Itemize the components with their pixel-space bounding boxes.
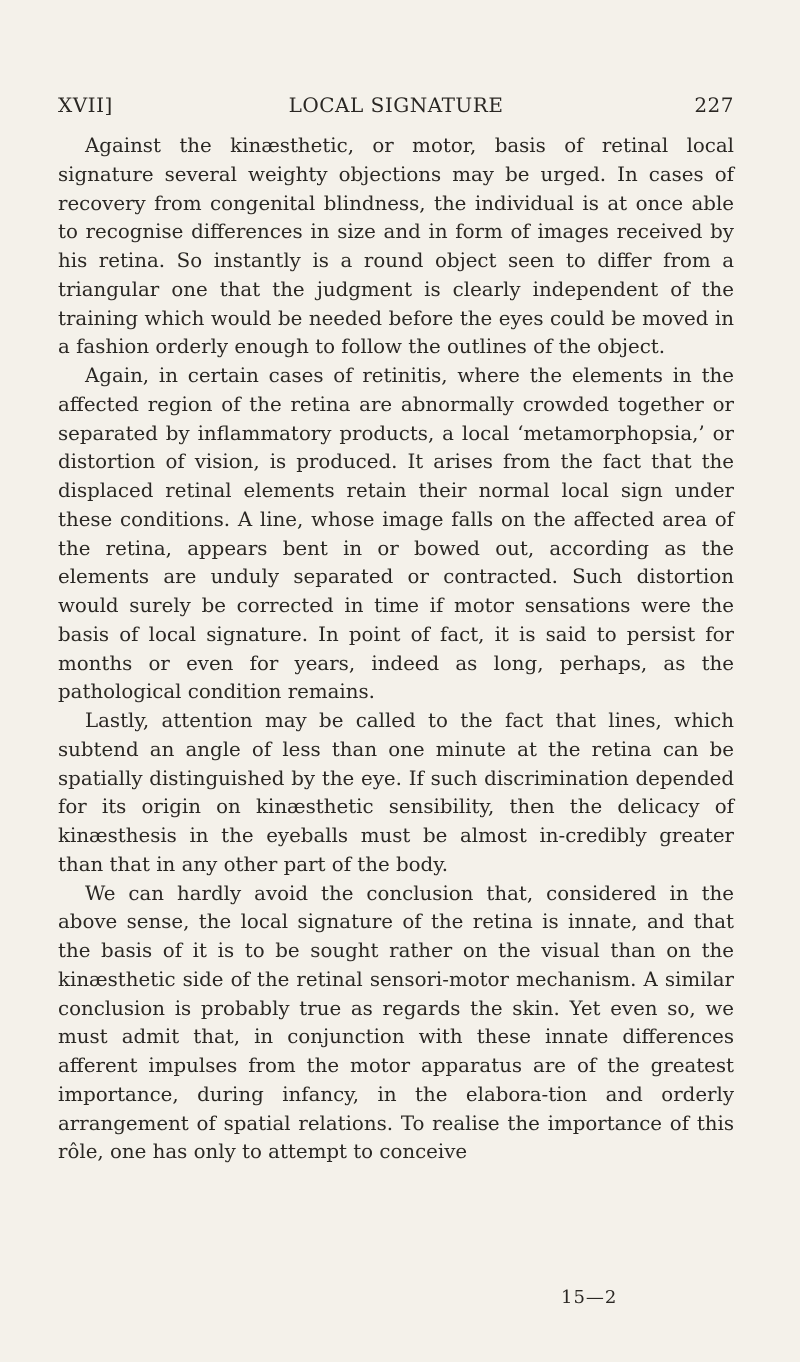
chapter-number: XVII] <box>58 93 113 117</box>
paragraph: Against the kinæsthetic, or motor, basis of retinal local signature several weighty objections may be urged. In cases of recovery from congenital blindness, the individual is at once able to recognise differences in size and in form of images received by his retina. So instantly is a round object seen to differ from a triangular one that the judgment is clearly independent of the training which would be needed before the eyes could be moved in a fashion orderly enough to follow the outlines of the object. <box>58 134 734 359</box>
page-number: 227 <box>694 93 734 117</box>
paragraph: Lastly, attention may be called to the fact that lines, which subtend an angle of less than one minute at the retina can be spatially distinguished by the eye. If such discrimination depended for its origin on kinæsthetic sensibility, then the delicacy of kinæsthesis in the eyeballs must be almost in-credibly greater than that in any other part of the body. <box>58 709 734 876</box>
body-text <box>58 132 734 1167</box>
paragraph: Again, in certain cases of retinitis, where the elements in the affected region of the retina are abnormally crowded together or separated by inflammatory products, a local ‘metamorphopsia,’ or distortion of vision, is produced. It arises from the fact that the displaced retinal elements retain their normal local sign under these conditions. A line, whose image falls on the affected area of the retina, appears bent in or bowed out, according as the elements are unduly separated or contracted. Such distortion would surely be corrected in time if motor sensations were the basis of local signature. In point of fact, it is said to persist for months or even for years, indeed as long, perhaps, as the pathological condition remains. <box>58 364 734 704</box>
running-title: LOCAL SIGNATURE <box>288 93 504 117</box>
paragraph: We can hardly avoid the conclusion that, considered in the above sense, the local signature of the retina is innate, and that the basis of it is to be sought rather on the visual than on the kinæsthetic side of the retinal sensori-motor mechanism. A similar conclusion is probably true as regards the skin. Yet even so, we must admit that, in conjunction with these innate differences afferent impulses from the motor apparatus are of the greatest importance, during infancy, in the elabora-tion and orderly arrangement of spatial relations. To realise the importance of this rôle, one has only to attempt to conceive <box>58 881 734 1164</box>
signature-mark: 15—2 <box>561 1287 618 1308</box>
running-header <box>58 92 734 118</box>
